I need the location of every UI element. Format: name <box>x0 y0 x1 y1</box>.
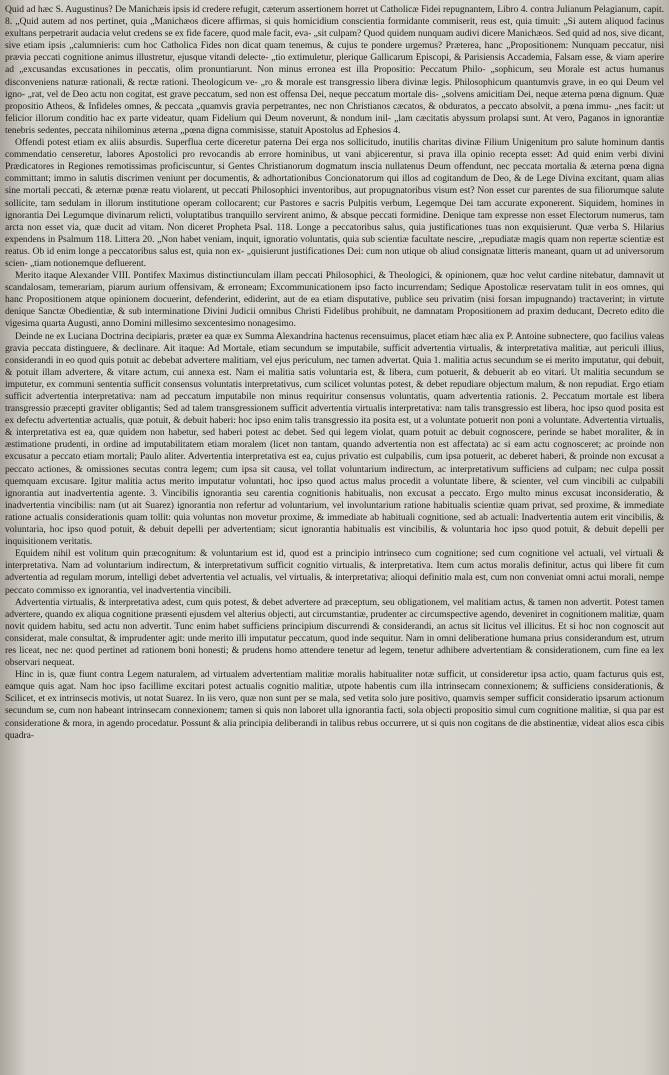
paragraph-equidem: Equidem nihil est volitum quin præcognitum: & voluntarium est id, quod est a principio intrinseco cum cognitione; sed cum cognitione vel actuali, vel virtuali & interpretativa. Nam ad voluntarium indirectum, & interpretativum sufficit cognitio virtualis, & interpretativa. Item cum actus moralis definitur, actus qui libere fit cum advertentia ad regulam morum, intelligi debet advertentia vel actualis, vel virtualis, & interpretativa; alioqui definitio mala est, cum non conveniat omni actui morali, nempe peccato commisso ex ignorantia, vel inadvertentia vincibili. <box>5 548 664 596</box>
paragraph-luciana-doctrina: Deinde ne ex Luciana Doctrina decipiaris, præter ea quæ ex Summa Alexandrina hactenus recensuimus, placet etiam hæc alia ex P. Antoine subnectere, quo facilius valeas gravia peccata distinguere, & declinare. Ait itaque: Ad Mortale, etiam secundum se imputabile, sufficit advertentia virtualis, & interpretativa malitiæ, aut periculi illius, considerandi in eo quod quis potuit ac debebat advertere malitiam, vel ejus periculum, nec tamen advertat. Quia 1. malitia actus secundum se ei merito imputatur, qui debuit, & potuit illam advertere, & vitare actum, cui annexa est. Nam ei malitia satis voluntaria est, & libera, cum potuerit, & debuerit ab eo vitari. Ut malitia secundum se imputetur, ex communi sententia sufficit consensus voluntatis interpretativus, cum scilicet voluntas potest, & debet repudiare objectum malum, & non repudiat. Ergo etiam sufficit advertentia interpretativa: nam ad peccatum imputabile non minus requiritur consensus voluntatis, quam advertentia rationis. 2. Peccatum mortale est libera transgressio præcepti graviter obligantis; Sed ad talem transgressionem sufficit advertentia virtualis interpretativa: nam talis transgressio est libera, hoc ipso quod posita est ex defectu advertentiæ actualis, quæ potuit, & debuit haberi: hoc ipso enim talis transgressio ita posita est, ut a voluntate potuerit non poni a voluntate. Advertentia virtualis, & interpretativa est ea, quæ quidem non habetur, sed haberi potest ac debet. Sed qui legem violat, quam potuit ac debuit cognoscere, perinde se habet moraliter, & in æstimatione prudenti, in ordine ad imputabilitatem etiam moralem (licet non tantam, quando advertentia non est affectata) ac si eam actu cognosceret; ac proinde non excusatur a peccato etiam mortali; Paulo aliter. Advertentia interpretativa est ea, cujus privatio est culpabilis, cum ipsa potuerit, ac deberet haberi, & proinde non excusat a peccato actiones, & omissiones secutas contra legem; cum ipsa sit causa, vel tollat voluntarium indirectum, ac interpretativum sufficiens ad culpam; nec culpa possit quemquam excusare. Igitur malitia actus merito imputatur voluntati, hoc ipso quod actus malus procedit a voluntate libere, & scienter, vel cum vincibili ac culpabili ignorantia aut inadvertentia agente. 3. Vincibilis ignorantia seu carentia cognitionis habitualis, non excusat a peccato. Ergo multo minus excusat inconsideratio, & inadvertentia vincibilis: nam (ut ait Suarez) ignorantia non refertur ad voluntarium, vel involuntarium ratione habitualis scientiæ quam privat, sed proxime, & immediate ratione actualis considerationis quam tollit: quia voluntas non movetur proxime, & immediate ab habituali cognitione, sed ab actuali: Inadvertentia autem erit vincibilis, & voluntaria, hoc ipso quod potuit, & debuit depelli per advertentiam; sicut ignorantia habitualis est vincibilis, & voluntaria hoc ipso quod potuit, & debuit depelli per inquisitionem veritatis. <box>5 330 664 548</box>
paragraph-hinc: Hinc in is, quæ fiunt contra Legem naturalem, ad virtualem advertentiam malitiæ moralis habitualiter notæ sufficit, ut consideretur ipsa actio, quam facturus quis est, eamque quis agat. Nam hoc ipso facillime excitari potest actualis cognitio malitiæ, utpote habentis cum illa intrinsecam connexionem; & sufficiens considerationis, & Scilicet, et ex intrinsecis motivis, ut notat Suarez. In iis vero, quæ non sunt per se mala, sed vetita solo jure positivo, quamvis semper sufficit consideratio ipsarum actionum secundum se, cum non habeant intrinsecam connexionem; tamen si quis non laboret ulla ignorantia facti, sola objecti propositio simul cum cognitione malitiæ, si qua par est consideratione & mora, in agendo procedatur. Possunt & alia principia deliberandi in talibus rebus occurrere, ut si quis non cogitans de die abstinentiæ, videat alios esca cibis quadra- <box>5 669 664 741</box>
paragraph-absurdis: Offendi potest etiam ex aliis absurdis. Superflua certe diceretur paterna Dei erga nos sollicitudo, inutilis charitas divinæ Filium Unigenitum pro salute hominum dantis commendatio censeretur, labores Apostolici pro revocandis ab errore hominibus, ut vani abjicerentur, si prava illa opinio recepta esset: Ad quid enim verbi divini Prædicatores in Regiones remotissimas proficiscuntur, si Gentes Christianorum dogmatum inscia nullatenus Deum offendunt, nec peccata mortalia & æterna pœna digna committant; immo in salutis discrimen veniunt per documentis, & adhortationibus Concionatorum qui illos ad cogitandum de Deo, & de Lege Divina excitant, quam alias sine mortali peccati, & æternæ pœnæ reatu violarent, ut peccati Philosophici inventoribus, aut propugnatoribus visum est? Non esset cur parentes de sua filiorumque salute sollicite, tam sedulam in illorum institutione operam collocarent; cur Pastores e sacris Pulpitis verbum, Legemque Dei tam accurate exponerent. Siquidem, homines in ignorantia Dei Legumque divinarum relicti, voluptatibus tranquillo servirent animo, & absque peccati formidine. Denique tam expresse non esset Electorum numerus, tam arcta non esset via, quæ ducit ad vitam. Non diceret Propheta Psal. 118. Longe a peccatoribus salus, quia justificationes tuas non exquisierunt. Quæ verba S. Hilarius expendens in Psalmum 118. Littera 20. „Non habet veniam, inquit, ignoratio voluntatis, quia sub scientiæ facultate nescire, „repudiatæ magis quam non repertæ scientiæ est reatus. Ob id enim longe a peccatoribus salus est, quia non ex- „quisierunt justificationes Dei: cum non utique ob aliud consignatæ litteris maneant, quam ut ad universorum scien- „tiam notionemque defluerent. <box>5 137 664 269</box>
paragraph-advertentia-virtualis: Advertentia virtualis, & interpretativa adest, cum quis potest, & debet advertere ad præceptum, seu obligationem, vel malitiam actus, & tamen non advertit. Potest tamen advertere, quando ex aliqua cognitione præsenti ejusdem vel alterius objecti, aut circumstantiæ, prudenter ac circumspective agendo, deveniret in cognitionem malitiæ, quam novit quidem habitu, sed actu non advertit. Tunc enim habet sufficiens principium discurrendi & considerandi, an actus sit licitus vel illicitus. Et si hoc non cognoscit aut considerat, male consultat, & imprudenter agit: unde merito illi imputatur peccatum, quod inde sequitur. Nam in omni deliberatione humana prius considerandum est, utrum res liceat, nec ne: quod pertinet ad rationem boni honesti; & prudens homo attendere tenetur ad legem, tenetur adhibere advertentiam & considerationem, cum fine ea lex observari nequeat. <box>5 596 664 669</box>
paragraph-augustinus: Quid ad hæc S. Augustinus? De Manichæis ipsis id credere refugit, cæterum assertionem horret ut Catholicæ Fidei repugnantem, Libro 4. contra Julianum Pelagianum, capit. 8. „Quid autem ad nos pertinet, quia „Manichæos dicere affirmas, si quis homicidium conscientia formidante commiserit, reus est, quia timuit: „Si autem aliquod facinus exultans perpetrarit audacia velut credens se ex fide facere, quod male facit, eva- „sit culpam? Quod quidem nunquam audivi dicere Manichæos. Sed quid ad nos, sive dicant, sive etiam ipsis „calumnieris: cum hoc Catholica Fides non dicat quam tenemus, & cujus te pondere urgemus? Præterea, hanc „Propositionem: Nunquam peccatur, nisi prævia peccati cognitione animus illustretur, ejusque vitandi delecte- „tio extimuletur, plerique Gallicarum Episcopi, & Parisiensis Accademia, Falsam esse, & viam aperire ad „excusandas excusationes in peccatis, olim pronuntiarunt. Non minus erronea est illa Propositio: Peccatum Philo- „sophicum, seu Morale est actus humanus disconveniens naturæ rationali, & rectæ rationi. Theologicum ve- „ro & morale est transgressio libera divinæ legis. Philosophicum quantumvis grave, in eo qui Deum vel igno- „rat, vel de Deo actu non cogitat, est grave peccatum, sed non est offensa Dei, neque peccatum mortale dis- „solvens amicitiam Dei, neque æterna pœna dignum. Quæ propositio Atheos, & Infideles omnes, & peccata „quamvis gravia perpetrantes, nec non Christianos cæcatos, & obduratos, a peccato absolvit, a pœna immu- „nes facit: ut felicior illorum conditio hac ex parte videatur, quam Fidelium qui Deum noverunt, & nondum inil- „lam cæcitatis abyssum prolapsi sunt. At vero, Paganos in ignorantiæ tenebris sedentes, peccata nihilominus æterna „pœna digna commisisse, statuit Apostolus ad Ephesios 4. <box>5 4 664 136</box>
page-text-body <box>5 4 664 742</box>
paragraph-alexander-viii: Merito itaque Alexander VIII. Pontifex Maximus distinctiunculam illam peccati Philosophici, & Theologici, & opinionem, quæ hoc velut cardine nitebatur, damnavit ut scandalosam, temerariam, piarum aurium offensivam, & erroneam; Excommunicationem ipso facto incurrendam; Sedique Apostolicæ reservatam tulit in eos omnes, qui hanc Propositionem atque opinionem docuerint, defenderint, ediderint, aut de ea etiam disputative, publice seu privatim (nisi forsan impugnando) tractaverint; in virtute denique Sanctæ Obedientiæ, & sub interminatione Divini Judicii omnibus Christi Fidelibus prohibuit, ne damnatam Propositionem ad praxim deducant, Decreto edito die vigesima quarta Augusti, anno Domini millesimo sexcentesimo nonagesimo. <box>5 270 664 330</box>
